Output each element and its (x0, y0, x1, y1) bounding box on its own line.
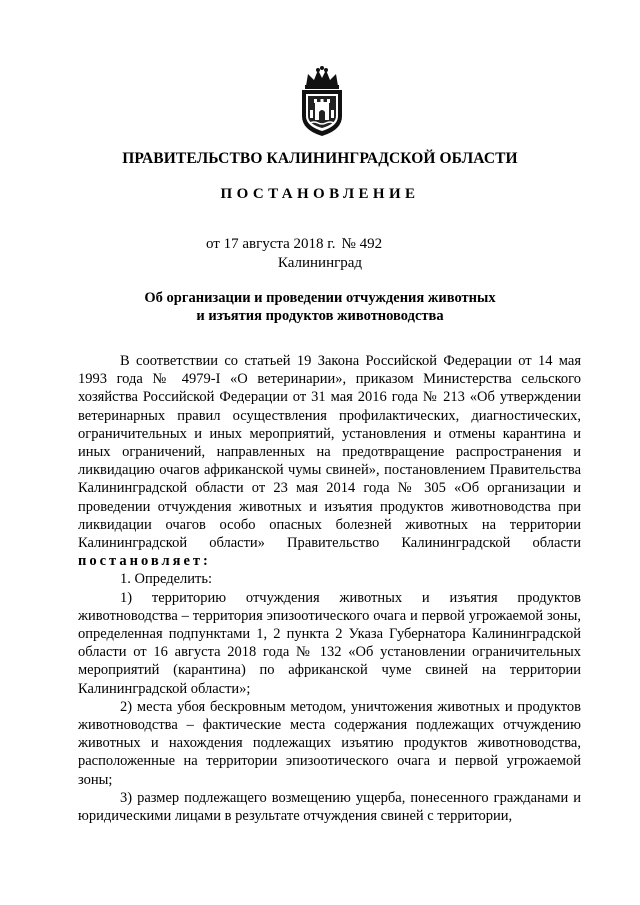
document-date: от 17 августа 2018 г. (206, 236, 336, 252)
document-type: ПОСТАНОВЛЕНИЕ (220, 186, 420, 202)
date-line (206, 236, 382, 253)
title-line-2: и изъятия продуктов животноводства (196, 308, 444, 324)
preamble-paragraph (78, 352, 581, 570)
resolve-prefix: Правительство Калининградской области (287, 535, 581, 552)
government-name: ПРАВИТЕЛЬСТВО КАЛИНИНГРАДСКОЙ ОБЛАСТИ (122, 150, 518, 167)
item-1-2: 2) места убоя бескровным методом, уничтожения животных и продуктов животноводства – фактические места содержания подлежащих отчуждению животных и нахождения подлежащих изъятию продуктов животноводства, расположенные на территории эпизоотического очага и первой угрожаемой зоны; (78, 698, 581, 788)
resolve-word: постановляет: (78, 553, 211, 570)
document-title (0, 289, 640, 325)
city-name: Калининград (277, 255, 363, 271)
item-1-1: 1) территорию отчуждения животных и изъятия продуктов животноводства – территория эпизоотического очага и первой угрожаемой зоны, определенная подпунктами 1, 2 пункта 2 Указа Губернатора Калининградской области от 16 августа 2018 года № 132 «Об установлении ограничительных мероприятий (карантина) по африканской чуме свиней на территории Калининградской области»; (78, 589, 581, 697)
item-1: 1. Определить: (120, 571, 213, 588)
preamble-text: В соответствии со статьей 19 Закона Российской Федерации от 14 мая 1993 года № 4979-I «О ветеринарии», приказом Министерства сельского хозяйства Российской Федерации от 31 мая 2016 года № 213 «Об утверждении ветеринарных правил осуществления профилактических, диагностических, ограничительных и иных мероприятий, установления и отмены карантина и иных ограничений, направленных на предотвращение распространения и ликвидацию очагов африканской чумы свиней», постановлением Правительства Калининградской области от 23 мая 2014 года № 305 «Об организации и проведении отчуждения животных и изъятия продуктов животноводства при ликвидации очагов особо опасных болезней животных на территории Калининградской области» (78, 353, 581, 552)
title-line-1: Об организации и проведении отчуждения животных (144, 290, 496, 306)
item-1-3: 3) размер подлежащего возмещению ущерба, понесенного гражданами и юридическими лицами в результате отчуждения свиней с территории, (78, 789, 581, 825)
document-body (78, 352, 581, 825)
document-number: № 492 (341, 236, 383, 252)
coat-of-arms-icon (296, 66, 348, 138)
